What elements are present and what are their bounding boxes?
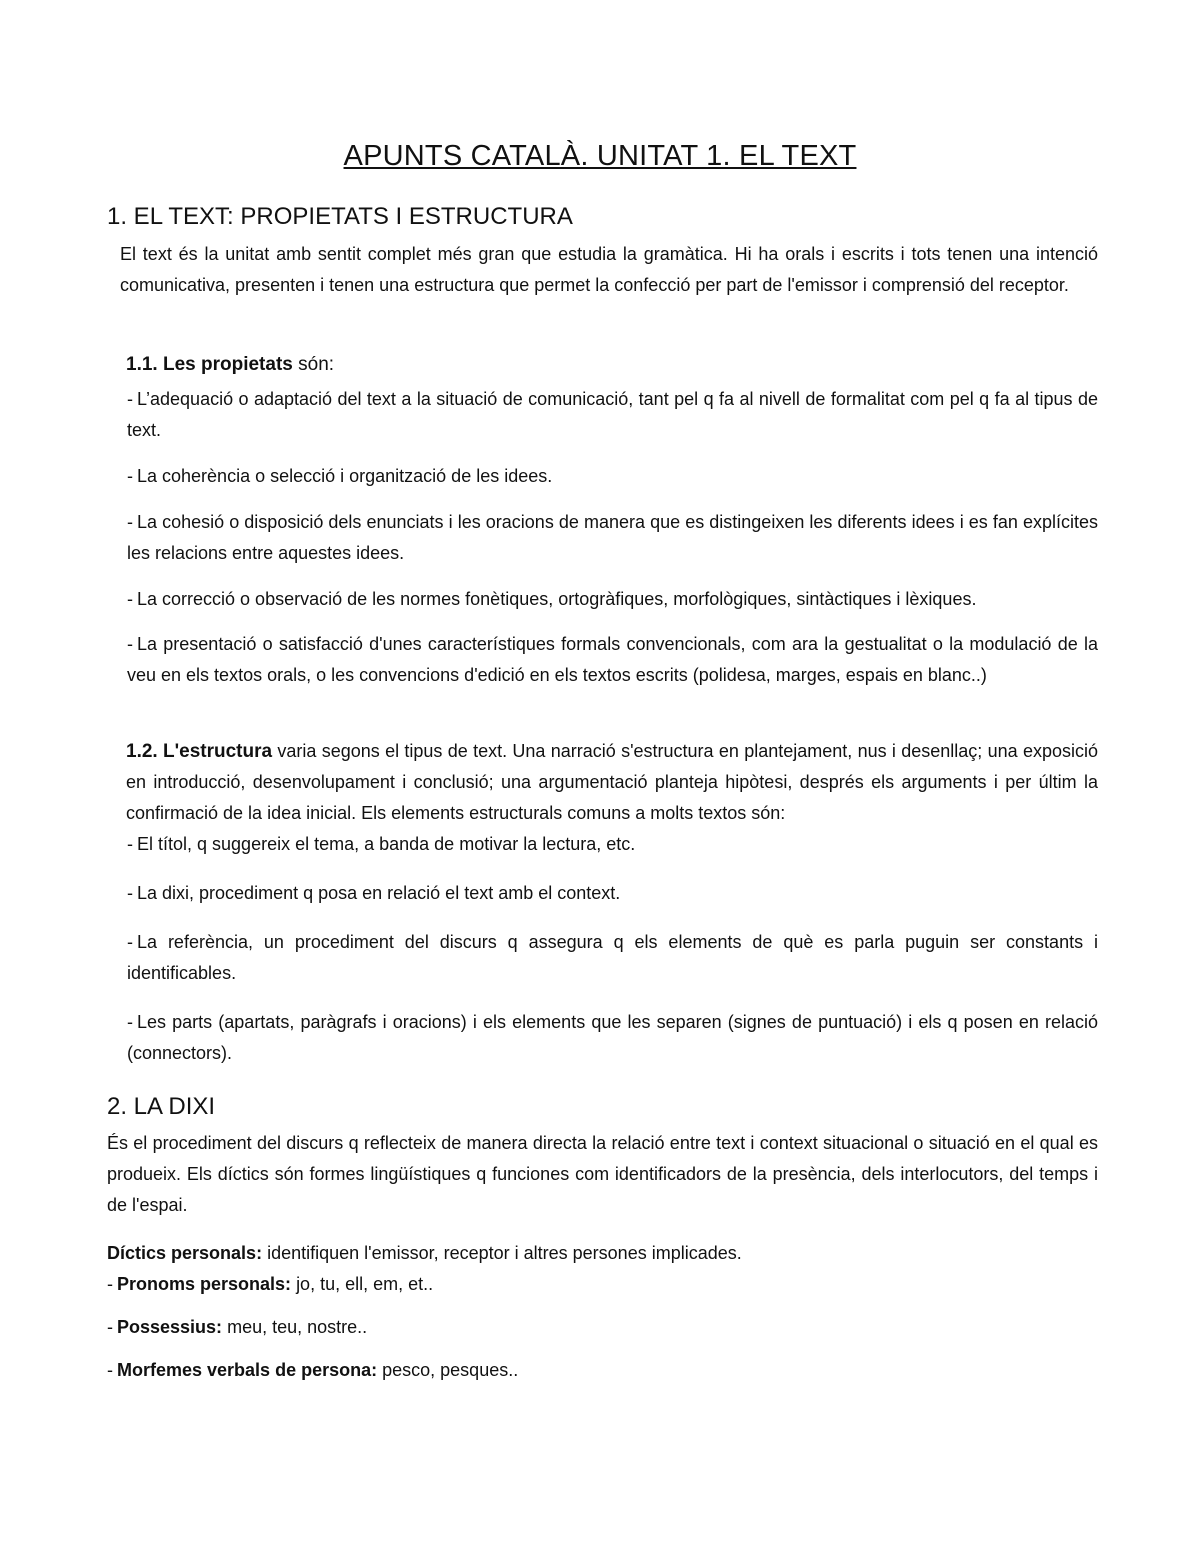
list-item <box>107 1271 433 1297</box>
list-item <box>127 629 1098 691</box>
list-dash: - <box>127 932 133 952</box>
list-item <box>127 927 1098 989</box>
subsection-1-2-paragraph <box>126 736 1098 829</box>
list-item-text: La correcció o observació de les normes fonètiques, ortogràfiques, morfològiques, sintàctiques i lèxiques. <box>137 589 977 609</box>
list-item-text: pesco, pesques.. <box>382 1360 519 1380</box>
list-item <box>127 384 1098 446</box>
list-dash: - <box>127 634 133 654</box>
list-item-text: La dixi, procediment q posa en relació el text amb el context. <box>137 883 621 903</box>
dictics-personals-line <box>107 1240 742 1266</box>
section-2-intro: És el procediment del discurs q reflecteix de manera directa la relació entre text i context situacional o situació en el qual es produeix. Els díctics són formes lingüístiques q funciones com identificadors de la presència, dels interlocutors, del temps i de l'espai. <box>107 1133 1098 1215</box>
list-item-text: La coherència o selecció i organització de les idees. <box>137 466 553 486</box>
list-item <box>127 461 1098 492</box>
list-item-text: jo, tu, ell, em, et.. <box>296 1274 434 1294</box>
list-dash: - <box>107 1360 113 1380</box>
list-dash: - <box>127 1012 133 1032</box>
list-item <box>127 507 1098 569</box>
list-dash: - <box>127 589 133 609</box>
dictics-label: Díctics personals: <box>107 1243 263 1263</box>
subsection-1-2-number: 1.2. <box>126 741 158 762</box>
list-dash: - <box>107 1317 113 1337</box>
section-1-intro: El text és la unitat amb sentit complet més gran que estudia la gramàtica. Hi ha orals i escrits i tots tenen una intenció comunicativa, presenten i tenen una estructura que permet la confecció per part de l'emissor i comprensió del receptor. <box>120 244 1098 295</box>
list-item-text: La presentació o satisfacció d'unes característiques formals convencionals, com ara la gestualitat o la modulació de la veu en els textos orals, o les convencions d'edició en els textos escrits (polidesa, marges, espais en blanc..) <box>127 634 1098 685</box>
list-item <box>127 829 1098 860</box>
list-item-text: Les parts (apartats, paràgrafs i oracions) i els elements que les separen (signes de puntuació) i els q posen en relació (connectors). <box>127 1012 1098 1063</box>
list-item <box>127 878 1098 909</box>
list-item-label: Possessius: <box>117 1317 223 1337</box>
list-item-text: El títol, q suggereix el tema, a banda de motivar la lectura, etc. <box>137 834 636 854</box>
subsection-1-1-bold: Les propietats <box>162 354 293 375</box>
list-item <box>107 1314 367 1340</box>
subsection-1-1-rest: són: <box>298 354 335 375</box>
list-item-text: La referència, un procediment del discurs q assegura q els elements de què es parla puguin ser constants i identificables. <box>127 932 1098 983</box>
list-dash: - <box>127 466 133 486</box>
subsection-1-2-bold: L'estructura <box>163 741 273 762</box>
list-dash: - <box>127 512 133 532</box>
list-dash: - <box>127 389 133 409</box>
list-dash: - <box>107 1274 113 1294</box>
subsection-1-1-number: 1.1. <box>126 354 158 375</box>
subsection-1-1-heading <box>126 354 334 376</box>
section-1-heading: 1. EL TEXT: PROPIETATS I ESTRUCTURA <box>107 203 573 230</box>
list-item-text: L’adequació o adaptació del text a la situació de comunicació, tant pel q fa al nivell de formalitat com pel q fa al tipus de text. <box>127 389 1098 440</box>
list-dash: - <box>127 883 133 903</box>
document-title: APUNTS CATALÀ. UNITAT 1. EL TEXT <box>343 140 857 172</box>
dictics-text: identifiquen l'emissor, receptor i altres persones implicades. <box>267 1243 742 1263</box>
section-2-heading: 2. LA DIXI <box>107 1093 216 1120</box>
list-dash: - <box>127 834 133 854</box>
subsection-1-2-text: varia segons el tipus de text. Una narració s'estructura en plantejament, nus i desenllaç; una exposició en introducció, desenvolupament i conclusió; una argumentació planteja hipòtesi, després els arguments i per últim la confirmació de la idea inicial. Els elements estructurals comuns a molts textos són: <box>126 741 1098 823</box>
list-item-text: meu, teu, nostre.. <box>227 1317 368 1337</box>
list-item <box>127 584 1098 615</box>
list-item-label: Pronoms personals: <box>117 1274 292 1294</box>
list-item <box>107 1357 518 1383</box>
list-item-label: Morfemes verbals de persona: <box>117 1360 378 1380</box>
list-item <box>127 1007 1098 1069</box>
list-item-text: La cohesió o disposició dels enunciats i les oracions de manera que es distingeixen les diferents idees i es fan explícites les relacions entre aquestes idees. <box>127 512 1098 563</box>
